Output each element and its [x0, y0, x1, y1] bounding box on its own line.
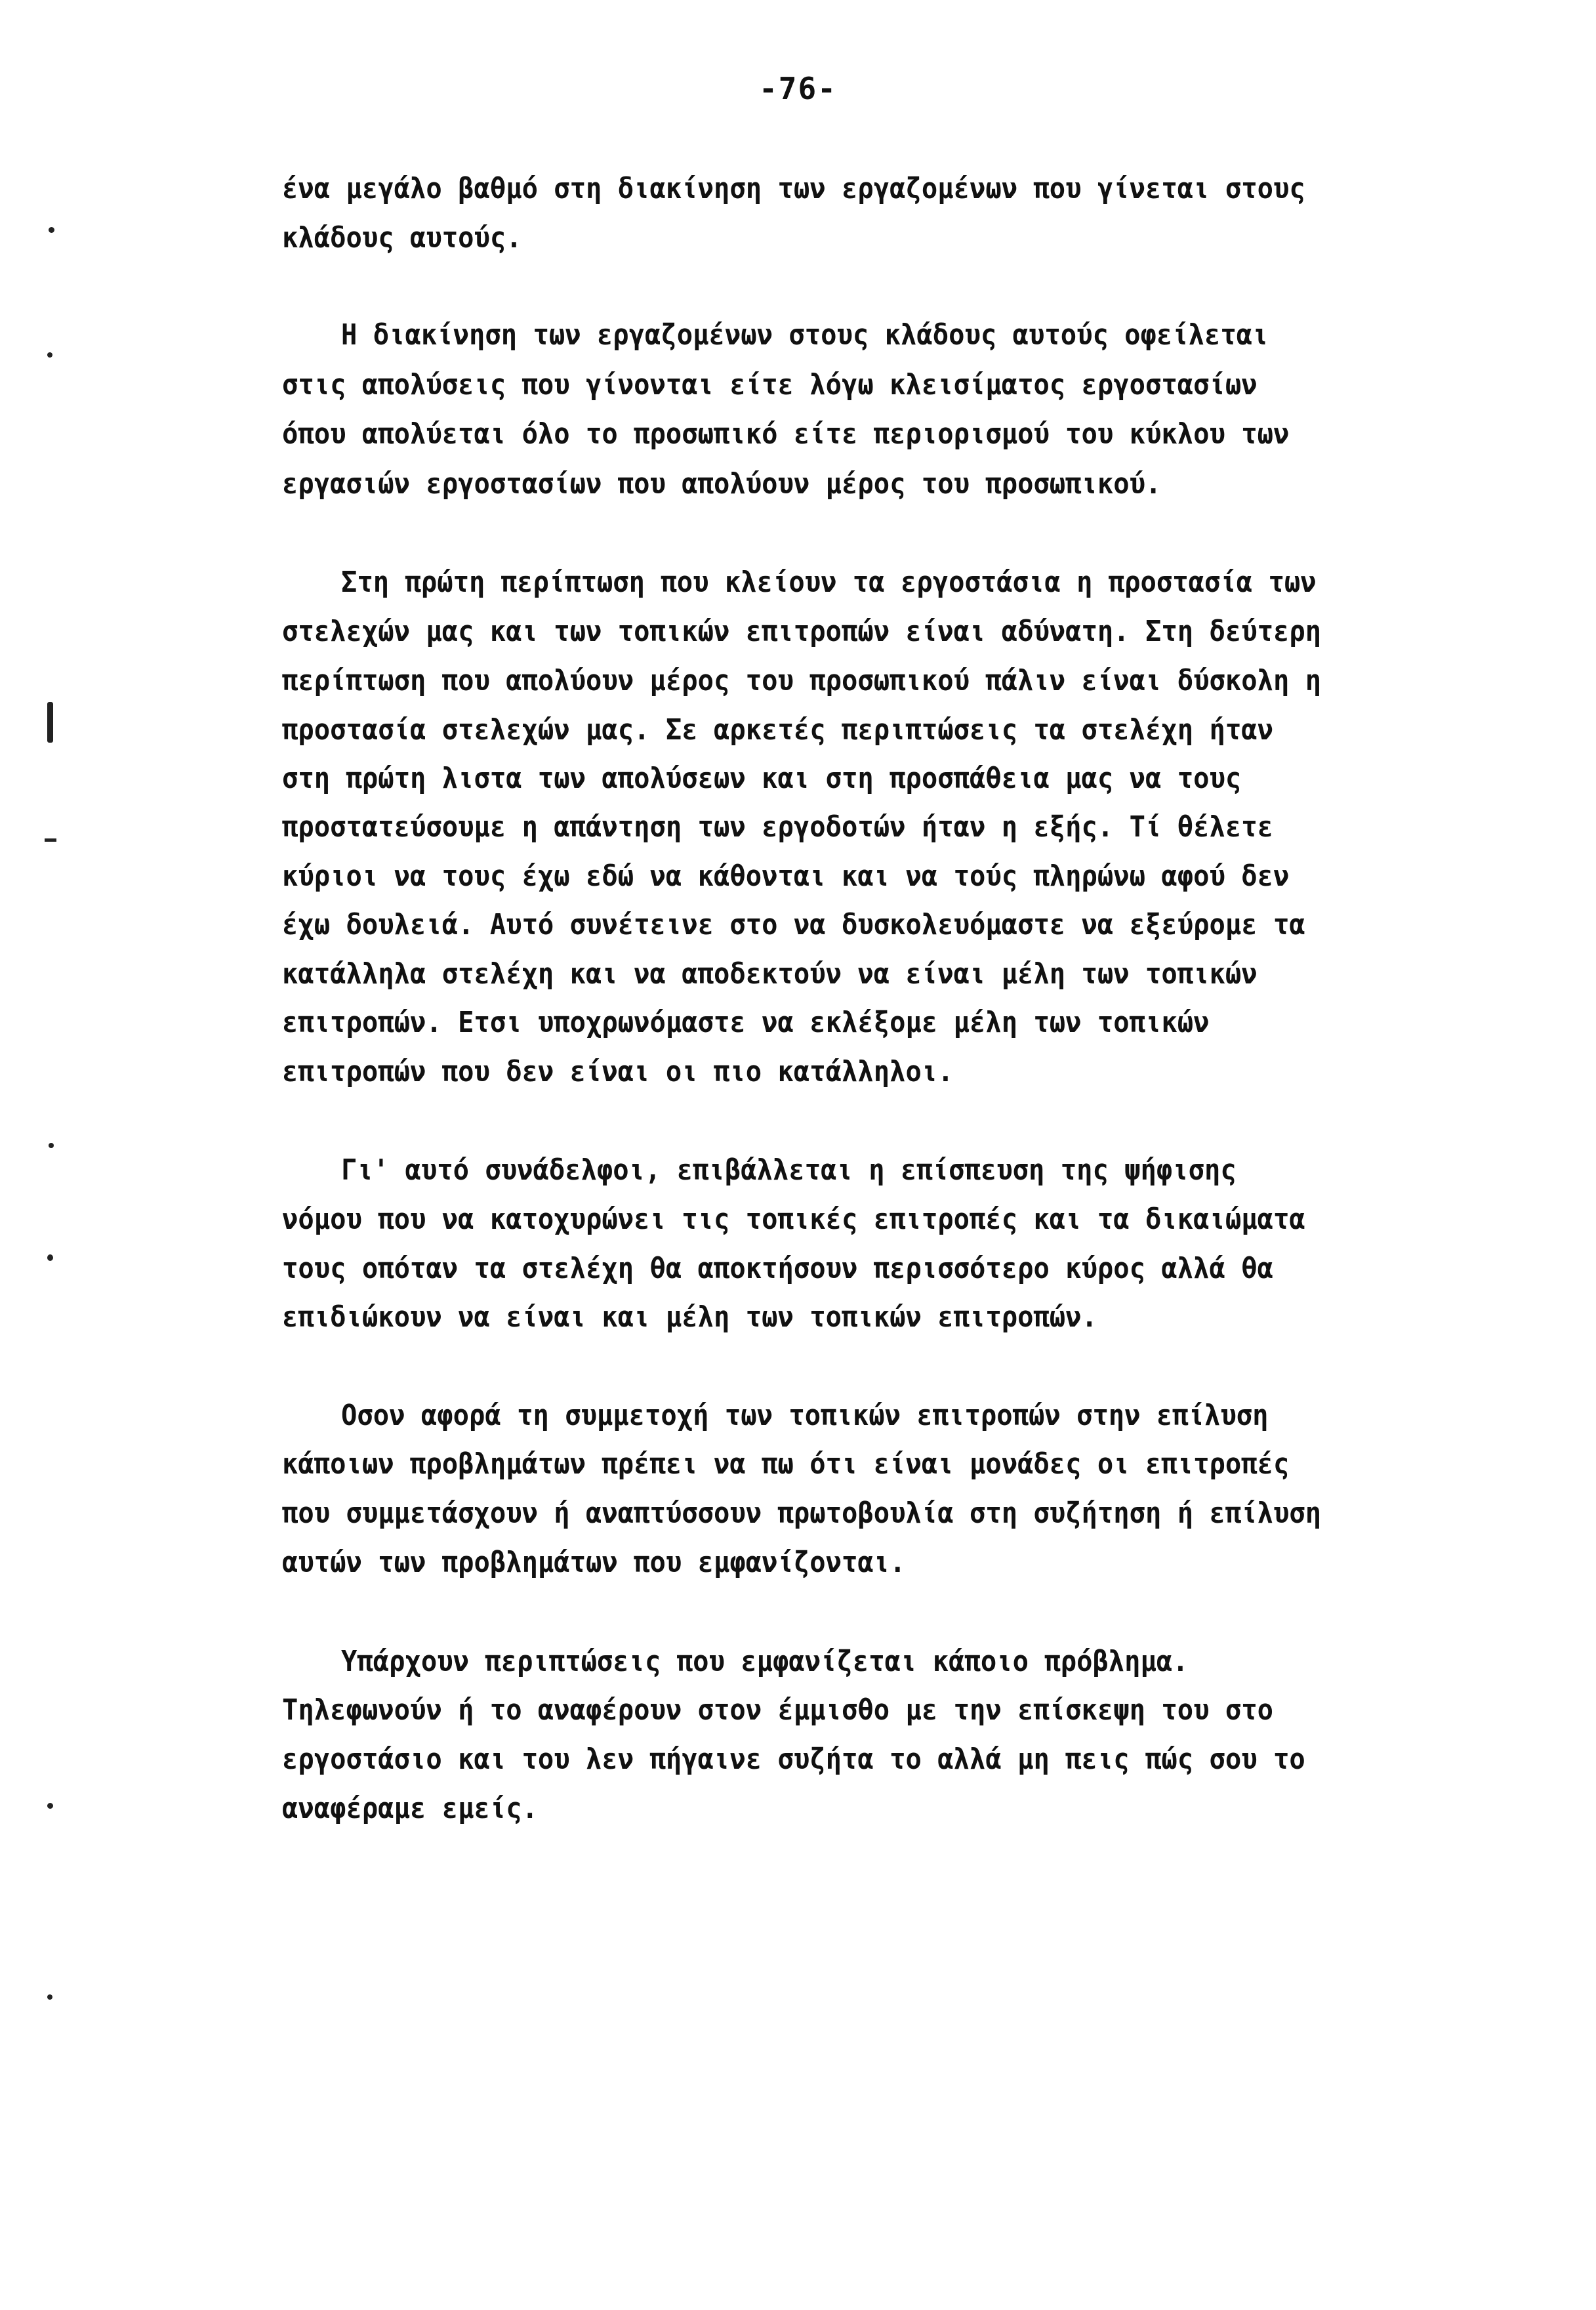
paragraph-3-line-11: επιτροπών που δεν είναι οι πιο κατάλληλοι. [282, 1055, 954, 1088]
paragraph-6-line-4: αναφέραμε εμείς. [282, 1792, 538, 1825]
paragraph-5-line-3: που συμμετάσχουν ή αναπτύσσουν πρωτοβουλία στη συζήτηση ή επίλυση [282, 1496, 1322, 1530]
paragraph-3-line-5: στη πρώτη λιστα των απολύσεων και στη προσπάθεια μας να τους [282, 762, 1242, 795]
paragraph-1-line-2: κλάδους αυτούς. [282, 221, 522, 255]
paragraph-6-line-1: Υπάρχουν περιπτώσεις που εμφανίζεται κάποιο πρόβλημα. [341, 1645, 1189, 1678]
paragraph-3-line-4: προστασία στελεχών μας. Σε αρκετές περιπτώσεις τα στελέχη ήταν [282, 713, 1274, 747]
scan-speck [47, 1994, 52, 2000]
paragraph-3-line-3: περίπτωση που απολύουν μέρος του προσωπικού πάλιν είναι δύσκολη η [282, 664, 1322, 697]
paragraph-5-line-4: αυτών των προβλημάτων που εμφανίζονται. [282, 1546, 906, 1579]
paragraph-5-line-2: κάποιων προβλημάτων πρέπει να πω ότι είναι μονάδες οι επιτροπές [282, 1447, 1290, 1481]
paragraph-5-line-1: Οσον αφορά τη συμμετοχή των τοπικών επιτροπών στην επίλυση [341, 1399, 1269, 1432]
paragraph-2-line-4: εργασιών εργοστασίων που απολύουν μέρος του προσωπικού. [282, 467, 1162, 501]
paragraph-4-line-3: τους οπόταν τα στελέχη θα αποκτήσουν περισσότερο κύρος αλλά θα [282, 1252, 1274, 1285]
scan-speck [45, 838, 56, 842]
paragraph-6-line-3: εργοστάσιο και του λεν πήγαινε συζήτα το αλλά μη πεις πώς σου το [282, 1743, 1305, 1776]
paragraph-4-line-4: επιδιώκουν να είναι και μέλη των τοπικών επιτροπών. [282, 1300, 1097, 1334]
paragraph-4-line-1: Γι' αυτό συνάδελφοι, επιβάλλεται η επίσπευση της ψήφισης [341, 1153, 1237, 1187]
paragraph-3-line-2: στελεχών μας και των τοπικών επιτροπών είναι αδύνατη. Στη δεύτερη [282, 615, 1322, 648]
paragraph-3-line-9: κατάλληλα στελέχη και να αποδεκτούν να είναι μέλη των τοπικών [282, 957, 1258, 991]
paragraph-2-line-3: όπου απολύεται όλο το προσωπικό είτε περιορισμού του κύκλου των [282, 417, 1290, 451]
paragraph-3-line-1: Στη πρώτη περίπτωση που κλείουν τα εργοστάσια η προστασία των [341, 566, 1317, 599]
paragraph-3-line-6: προστατεύσουμε η απάντηση των εργοδοτών ήταν η εξής. Τί θέλετε [282, 810, 1274, 844]
scan-speck [47, 352, 52, 358]
paragraph-1-line-1: ένα μεγάλο βαθμό στη διακίνηση των εργαζομένων που γίνεται στους [282, 172, 1305, 205]
scan-speck [49, 227, 54, 233]
page-number: -76- [759, 71, 837, 106]
paragraph-4-line-2: νόμου που να κατοχυρώνει τις τοπικές επιτροπές και τα δικαιώματα [282, 1203, 1305, 1236]
paragraph-3-line-7: κύριοι να τους έχω εδώ να κάθονται και να τούς πληρώνω αφού δεν [282, 859, 1290, 893]
paragraph-3-line-10: επιτροπών. Ετσι υποχρωνόμαστε να εκλέξομε μέλη των τοπικών [282, 1006, 1210, 1039]
paragraph-3-line-8: έχω δουλειά. Αυτό συνέτεινε στο να δυσκολευόμαστε να εξεύρομε τα [282, 908, 1305, 941]
paragraph-2-line-1: Η διακίνηση των εργαζομένων στους κλάδους αυτούς οφείλεται [341, 318, 1269, 352]
paragraph-6-line-2: Τηλεφωνούν ή το αναφέρουν στον έμμισθο με την επίσκεψη του στο [282, 1693, 1274, 1727]
scan-speck [47, 1254, 53, 1261]
scan-speck [49, 1143, 54, 1148]
scan-mark [47, 702, 53, 743]
paragraph-2-line-2: στις απολύσεις που γίνονται είτε λόγω κλεισίματος εργοστασίων [282, 368, 1258, 402]
scan-speck [47, 1803, 53, 1809]
